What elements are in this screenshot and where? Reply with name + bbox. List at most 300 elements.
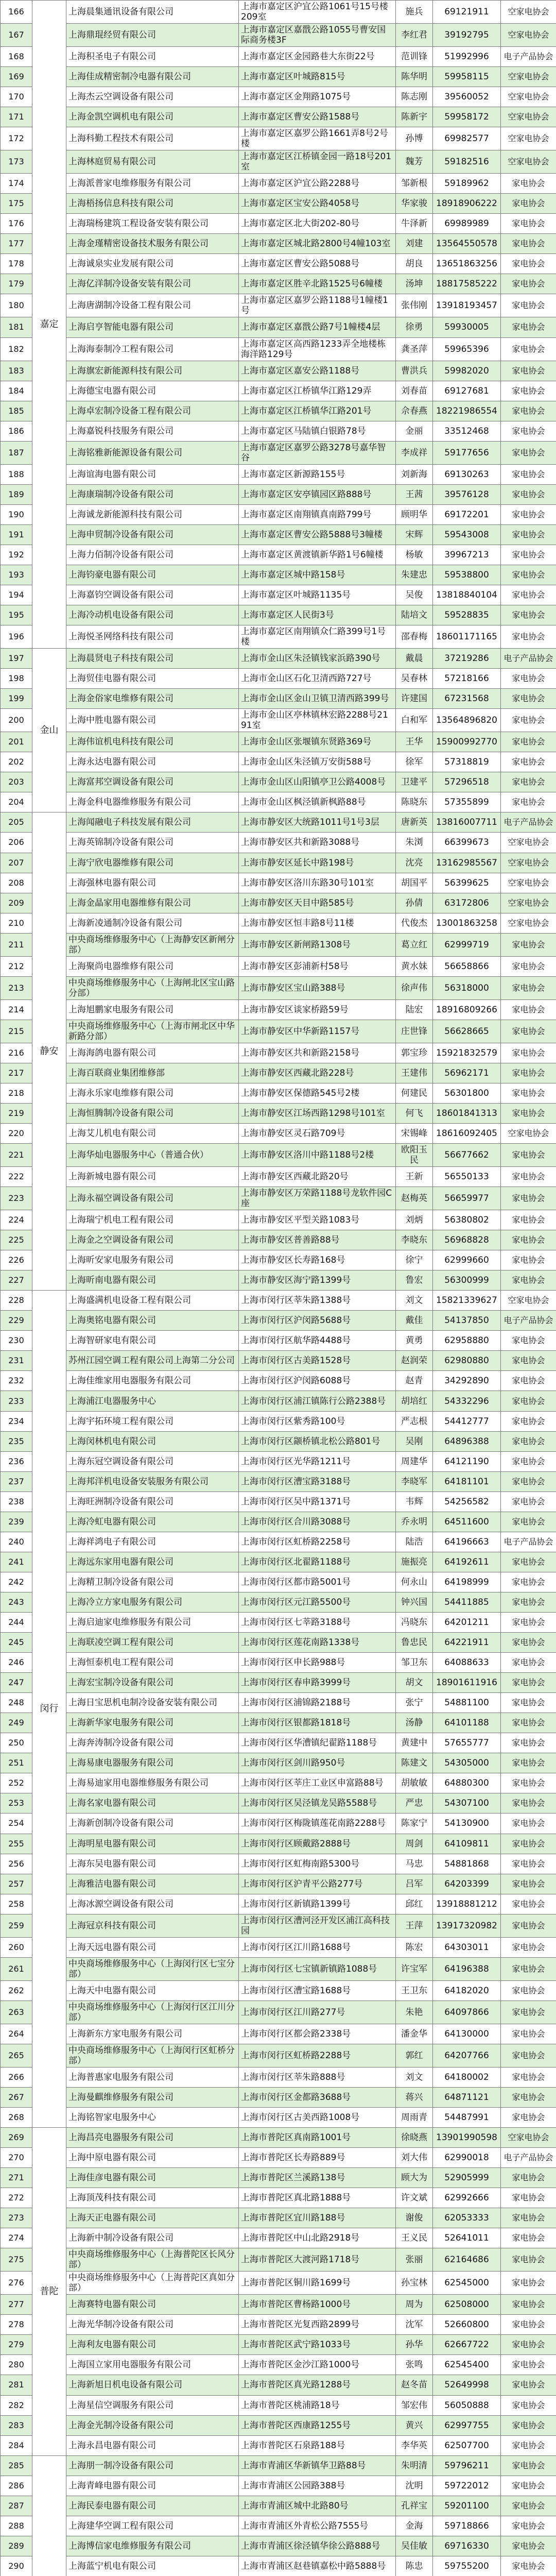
table-row bbox=[1, 361, 556, 381]
association-cell: 家电协会 bbox=[501, 1331, 556, 1351]
contact-person-cell: 严忠 bbox=[396, 1793, 433, 1814]
contact-person-cell: 李晓东 bbox=[396, 1230, 433, 1250]
contact-person-cell: 朱浏 bbox=[396, 833, 433, 853]
phone-cell: 56301800 bbox=[433, 1083, 501, 1103]
phone-cell: 18601171165 bbox=[433, 625, 501, 649]
contact-person-cell: 佘春燕 bbox=[396, 401, 433, 421]
company-name-cell: 上海星信空调服务有限公司 bbox=[66, 2395, 239, 2415]
phone-cell: 18918906222 bbox=[433, 194, 501, 214]
address-cell: 上海市嘉定区嘉罗公路3278号嘉华智谷 bbox=[239, 441, 396, 464]
table-row bbox=[1, 2272, 556, 2295]
table-row bbox=[1, 2355, 556, 2375]
phone-cell: 63172806 bbox=[433, 893, 501, 913]
address-cell: 上海市嘉定区人民街3号 bbox=[239, 605, 396, 625]
row-number-cell: 191 bbox=[1, 524, 32, 545]
association-cell: 家电协会 bbox=[501, 1957, 556, 1980]
association-cell: 家电协会 bbox=[501, 2435, 556, 2455]
address-cell: 上海市金山区金山卫镇卫清西路399号 bbox=[239, 689, 396, 709]
row-number-cell: 257 bbox=[1, 1874, 32, 1894]
row-number-cell: 228 bbox=[1, 1291, 32, 1311]
association-cell: 家电协会 bbox=[501, 2208, 556, 2228]
address-cell: 上海市闵行区顾戴路2888号 bbox=[239, 1834, 396, 1854]
contact-person-cell: 乔永明 bbox=[396, 1512, 433, 1532]
association-cell: 空家电协会 bbox=[501, 107, 556, 127]
table-row bbox=[1, 833, 556, 853]
phone-cell: 56399625 bbox=[433, 873, 501, 893]
association-cell: 电子产品协会 bbox=[501, 812, 556, 833]
company-name-cell: 上海冷立方家电服务有限公司 bbox=[66, 1592, 239, 1612]
address-cell: 上海市静安区中华新路1157号 bbox=[239, 1020, 396, 1043]
contact-person-cell: 曹洪兵 bbox=[396, 361, 433, 381]
company-name-cell: 上海普惠家电服务有限公司 bbox=[66, 2067, 239, 2087]
district-cell: 普陀 bbox=[32, 2127, 66, 2455]
phone-cell: 13651863256 bbox=[433, 254, 501, 274]
address-cell: 上海市闵行区颛桥镇北松公路801号 bbox=[239, 1431, 396, 1451]
table-row bbox=[1, 585, 556, 605]
phone-cell: 59543008 bbox=[433, 524, 501, 545]
association-cell: 家电协会 bbox=[501, 1492, 556, 1512]
association-cell: 家电协会 bbox=[501, 2188, 556, 2208]
contact-person-cell: 陈建文 bbox=[396, 1753, 433, 1773]
table-row bbox=[1, 1914, 556, 1937]
association-cell: 家电协会 bbox=[501, 2228, 556, 2248]
address-cell: 上海市嘉定区黄渡镇新华路1号6幢楼 bbox=[239, 545, 396, 565]
address-cell: 上海市静安区恒丰路8号11楼 bbox=[239, 913, 396, 933]
table-row bbox=[1, 1613, 556, 1633]
table-row bbox=[1, 1431, 556, 1451]
association-cell: 空家电协会 bbox=[501, 24, 556, 47]
company-name-cell: 上海林庭贸易有限公司 bbox=[66, 150, 239, 174]
association-cell: 家电协会 bbox=[501, 2335, 556, 2355]
contact-person-cell: 吴俊 bbox=[396, 585, 433, 605]
row-number-cell: 268 bbox=[1, 2107, 32, 2127]
association-cell: 家电协会 bbox=[501, 976, 556, 999]
address-cell: 上海市闵行区元江路5500号 bbox=[239, 1592, 396, 1612]
table-row bbox=[1, 1020, 556, 1043]
association-cell: 家电协会 bbox=[501, 2107, 556, 2127]
association-cell: 空家电协会 bbox=[501, 873, 556, 893]
row-number-cell: 171 bbox=[1, 107, 32, 127]
table-row bbox=[1, 976, 556, 999]
company-name-cell: 上海启迪家电维修服务有限公司 bbox=[66, 1613, 239, 1633]
table-row bbox=[1, 294, 556, 317]
association-cell: 家电协会 bbox=[501, 2044, 556, 2067]
district-cell: 闵行 bbox=[32, 1291, 66, 2128]
district-cell: 嘉定 bbox=[32, 1, 66, 649]
address-cell: 上海市闵行区金都路3688号 bbox=[239, 2087, 396, 2107]
table-row bbox=[1, 689, 556, 709]
row-number-cell: 217 bbox=[1, 1063, 32, 1083]
row-number-cell: 192 bbox=[1, 545, 32, 565]
row-number-cell: 267 bbox=[1, 2087, 32, 2107]
phone-cell: 59177656 bbox=[433, 441, 501, 464]
row-number-cell: 210 bbox=[1, 913, 32, 933]
association-cell: 家电协会 bbox=[501, 565, 556, 585]
company-name-cell: 上海佳成精密制冷电器有限公司 bbox=[66, 67, 239, 87]
row-number-cell: 181 bbox=[1, 317, 32, 337]
phone-cell: 56050888 bbox=[433, 2395, 501, 2415]
company-name-cell: 上海佳维家用电器服务有限公司 bbox=[66, 1371, 239, 1391]
phone-cell: 64221911 bbox=[433, 1633, 501, 1653]
address-cell: 上海市静安区平型关路1083号 bbox=[239, 1210, 396, 1230]
address-cell: 上海市闵行区都会路2338号 bbox=[239, 2024, 396, 2044]
table-row bbox=[1, 87, 556, 107]
table-row bbox=[1, 1874, 556, 1894]
association-cell: 家电协会 bbox=[501, 194, 556, 214]
phone-cell: 59982020 bbox=[433, 361, 501, 381]
company-name-cell: 上海冷动机电设备有限公司 bbox=[66, 605, 239, 625]
phone-cell: 56628665 bbox=[433, 1020, 501, 1043]
row-number-cell: 256 bbox=[1, 1854, 32, 1874]
company-name-cell: 上海闻融电子科技发展有限公司 bbox=[66, 812, 239, 833]
row-number-cell: 237 bbox=[1, 1471, 32, 1492]
company-name-cell: 上海力佰制冷设备有限公司 bbox=[66, 545, 239, 565]
company-name-cell: 上海天正电器有限公司 bbox=[66, 2208, 239, 2228]
row-number-cell: 197 bbox=[1, 649, 32, 669]
phone-cell: 64180002 bbox=[433, 2067, 501, 2087]
row-number-cell: 261 bbox=[1, 1957, 32, 1980]
phone-cell: 69121911 bbox=[433, 1, 501, 24]
contact-person-cell: 蒋兴 bbox=[396, 2087, 433, 2107]
phone-cell: 64303011 bbox=[433, 1937, 501, 1957]
phone-cell: 39192795 bbox=[433, 24, 501, 47]
company-name-cell: 上海金瑾精密设备技术服务有限公司 bbox=[66, 234, 239, 254]
row-number-cell: 216 bbox=[1, 1043, 32, 1063]
table-row bbox=[1, 2536, 556, 2556]
contact-person-cell: 陈晓东 bbox=[396, 792, 433, 812]
table-row bbox=[1, 625, 556, 649]
table-row bbox=[1, 2556, 556, 2576]
company-name-cell: 上海中原电器有限公司 bbox=[66, 2148, 239, 2168]
address-cell: 上海市闵行区七宝镇新镇路1088号 bbox=[239, 1957, 396, 1980]
company-name-cell: 上海博信家电维修服务有限公司 bbox=[66, 2536, 239, 2556]
company-name-cell: 上海金晶家用电器维修有限公司 bbox=[66, 893, 239, 913]
table-row bbox=[1, 2087, 556, 2107]
table-row bbox=[1, 254, 556, 274]
table-row bbox=[1, 1187, 556, 1210]
table-row bbox=[1, 1633, 556, 1653]
table-row bbox=[1, 752, 556, 772]
address-cell: 上海市闵行区北翟路1188号 bbox=[239, 1552, 396, 1572]
address-cell: 上海市闵行区虹梅南路5300号 bbox=[239, 1854, 396, 1874]
association-cell: 家电协会 bbox=[501, 1773, 556, 1793]
phone-cell: 62053333 bbox=[433, 2208, 501, 2228]
phone-cell: 64192611 bbox=[433, 1552, 501, 1572]
row-number-cell: 250 bbox=[1, 1733, 32, 1753]
address-cell: 上海市闵行区莲花南路1338号 bbox=[239, 1633, 396, 1653]
company-name-cell: 上海钧豪电器有限公司 bbox=[66, 565, 239, 585]
contact-person-cell: 邱红 bbox=[396, 1894, 433, 1914]
phone-cell: 13001863258 bbox=[433, 913, 501, 933]
company-name-cell: 上海金俗家电维修有限公司 bbox=[66, 689, 239, 709]
address-cell: 上海市闵行区华漕镇纪翟路1188号 bbox=[239, 1733, 396, 1753]
phone-cell: 64088633 bbox=[433, 1653, 501, 1673]
address-cell: 上海市闵行区莘朱路888号 bbox=[239, 2067, 396, 2087]
company-name-cell: 上海谊海电器有限公司 bbox=[66, 464, 239, 484]
address-cell: 上海市闵行区春申路3999号 bbox=[239, 1673, 396, 1693]
company-name-cell: 上海瑞宁机电工程有限公司 bbox=[66, 1210, 239, 1230]
association-cell: 家电协会 bbox=[501, 1653, 556, 1673]
phone-cell: 57355899 bbox=[433, 792, 501, 812]
address-cell: 上海市闵行区江川路277号 bbox=[239, 2001, 396, 2024]
company-name-cell: 上海永达电器有限公司 bbox=[66, 752, 239, 772]
row-number-cell: 262 bbox=[1, 1980, 32, 2001]
company-name-cell: 上海杰云空调设备有限公司 bbox=[66, 87, 239, 107]
address-cell: 上海市普陀区武宁路1033号 bbox=[239, 2335, 396, 2355]
address-cell: 上海市闵行区银都路1818号 bbox=[239, 1713, 396, 1733]
contact-person-cell: 许建国 bbox=[396, 689, 433, 709]
company-name-cell: 上海曼麒维修服务有限公司 bbox=[66, 2087, 239, 2107]
row-number-cell: 289 bbox=[1, 2536, 32, 2556]
address-cell: 上海市普陀区西康路1255号 bbox=[239, 2415, 396, 2435]
association-cell: 家电协会 bbox=[501, 545, 556, 565]
phone-cell: 67231568 bbox=[433, 689, 501, 709]
row-number-cell: 273 bbox=[1, 2208, 32, 2228]
company-name-cell: 上海永乐家电维修有限公司 bbox=[66, 1083, 239, 1103]
association-cell: 家电协会 bbox=[501, 1230, 556, 1250]
association-cell: 家电协会 bbox=[501, 999, 556, 1020]
contact-person-cell: 许宝军 bbox=[396, 1957, 433, 1980]
table-row bbox=[1, 1371, 556, 1391]
row-number-cell: 199 bbox=[1, 689, 32, 709]
company-name-cell: 上海闵林机电有限公司 bbox=[66, 1431, 239, 1451]
company-name-cell: 上海新凌通制冷设备有限公司 bbox=[66, 913, 239, 933]
phone-cell: 64097866 bbox=[433, 2001, 501, 2024]
row-number-cell: 270 bbox=[1, 2148, 32, 2168]
row-number-cell: 287 bbox=[1, 2496, 32, 2516]
table-row bbox=[1, 2375, 556, 2395]
row-number-cell: 219 bbox=[1, 1103, 32, 1123]
contact-person-cell: 宋锡峰 bbox=[396, 1123, 433, 1143]
table-row bbox=[1, 669, 556, 689]
contact-person-cell: 周剑 bbox=[396, 1834, 433, 1854]
row-number-cell: 196 bbox=[1, 625, 32, 649]
row-number-cell: 285 bbox=[1, 2455, 32, 2476]
address-cell: 上海市静安区西藏北路228号 bbox=[239, 1063, 396, 1083]
address-cell: 上海市闵行区莘庄工业区申富路88号 bbox=[239, 1773, 396, 1793]
company-name-cell: 上海昌亮电器服务有限公司 bbox=[66, 2127, 239, 2147]
row-number-cell: 184 bbox=[1, 381, 32, 401]
table-row bbox=[1, 174, 556, 194]
company-name-cell: 上海康瑞制冷设备有限公司 bbox=[66, 484, 239, 504]
address-cell: 上海市嘉定区高西路1233弄全地楼栋海洋路129号 bbox=[239, 337, 396, 361]
contact-person-cell: 徐宁 bbox=[396, 1250, 433, 1270]
contact-person-cell: 黄兴 bbox=[396, 2415, 433, 2435]
address-cell: 上海市嘉定区嘉戬公路7号1幢楼4层 bbox=[239, 317, 396, 337]
table-row bbox=[1, 1532, 556, 1552]
table-row bbox=[1, 933, 556, 956]
contact-person-cell: 赵润荣 bbox=[396, 1351, 433, 1371]
association-cell: 家电协会 bbox=[501, 1043, 556, 1063]
company-name-cell: 上海昕南电器有限公司 bbox=[66, 1270, 239, 1291]
company-name-cell: 上海积圣电子有限公司 bbox=[66, 47, 239, 67]
row-number-cell: 215 bbox=[1, 1020, 32, 1043]
phone-cell: 69716330 bbox=[433, 2536, 501, 2556]
association-cell: 空家电协会 bbox=[501, 913, 556, 933]
company-name-cell: 中央商场维修服务中心（上海市闸北区中华新路分部） bbox=[66, 1020, 239, 1043]
row-number-cell: 259 bbox=[1, 1914, 32, 1937]
row-number-cell: 231 bbox=[1, 1351, 32, 1371]
table-row bbox=[1, 1351, 556, 1371]
table-row bbox=[1, 2476, 556, 2496]
address-cell: 上海市闵行区航华路4488号 bbox=[239, 1331, 396, 1351]
contact-person-cell: 刘文 bbox=[396, 2067, 433, 2087]
row-number-cell: 283 bbox=[1, 2415, 32, 2435]
phone-cell: 15900992770 bbox=[433, 732, 501, 752]
address-cell: 上海市闵行区七莘路3188号 bbox=[239, 1613, 396, 1633]
address-cell: 上海市静安区谈家桥路59号 bbox=[239, 999, 396, 1020]
row-number-cell: 276 bbox=[1, 2272, 32, 2295]
company-name-cell: 上海艾儿机电有限公司 bbox=[66, 1123, 239, 1143]
phone-cell: 54256582 bbox=[433, 1492, 501, 1512]
association-cell: 家电协会 bbox=[501, 1471, 556, 1492]
phone-cell: 33512468 bbox=[433, 421, 501, 441]
contact-person-cell: 陈志刚 bbox=[396, 87, 433, 107]
contact-person-cell: 戴晨 bbox=[396, 649, 433, 669]
association-cell: 家电协会 bbox=[501, 1512, 556, 1532]
address-cell: 上海市静安区保德路545号2楼 bbox=[239, 1083, 396, 1103]
company-name-cell: 上海申贸制冷设备有限公司 bbox=[66, 524, 239, 545]
association-cell: 家电协会 bbox=[501, 2536, 556, 2556]
phone-cell: 64880300 bbox=[433, 1773, 501, 1793]
address-cell: 上海市静安区西藏北路20号 bbox=[239, 1167, 396, 1187]
company-name-cell: 上海永福空调设备有限公司 bbox=[66, 1187, 239, 1210]
association-cell: 家电协会 bbox=[501, 2415, 556, 2435]
association-cell: 家电协会 bbox=[501, 1753, 556, 1773]
row-number-cell: 207 bbox=[1, 853, 32, 873]
association-cell: 空家电协会 bbox=[501, 67, 556, 87]
address-cell: 上海市嘉定区金园路巷大东街22号 bbox=[239, 47, 396, 67]
company-name-cell: 上海建华空调工程有限公司 bbox=[66, 2516, 239, 2536]
district-cell: 静安 bbox=[32, 812, 66, 1291]
address-cell: 上海市静安区宝山路388号 bbox=[239, 976, 396, 999]
association-cell: 家电协会 bbox=[501, 1103, 556, 1123]
contact-person-cell: 赵青 bbox=[396, 1371, 433, 1391]
row-number-cell: 185 bbox=[1, 401, 32, 421]
contact-person-cell: 吕军 bbox=[396, 1874, 433, 1894]
table-row bbox=[1, 24, 556, 47]
phone-cell: 56962171 bbox=[433, 1063, 501, 1083]
row-number-cell: 208 bbox=[1, 873, 32, 893]
address-cell: 上海市闵行区都市路5001号 bbox=[239, 1572, 396, 1592]
table-row bbox=[1, 234, 556, 254]
contact-person-cell: 鲁忠民 bbox=[396, 1633, 433, 1653]
company-name-cell: 上海蓝宁机电有限公司 bbox=[66, 2556, 239, 2576]
association-cell: 空家电协会 bbox=[501, 893, 556, 913]
table-row bbox=[1, 812, 556, 833]
phone-cell: 64896388 bbox=[433, 1431, 501, 1451]
company-name-cell: 上海亿洋制冷设备安装有限公司 bbox=[66, 274, 239, 294]
table-row bbox=[1, 2148, 556, 2168]
table-row bbox=[1, 401, 556, 421]
association-cell: 家电协会 bbox=[501, 2496, 556, 2516]
association-cell: 家电协会 bbox=[501, 337, 556, 361]
association-cell: 家电协会 bbox=[501, 1451, 556, 1471]
address-cell: 上海市闵行区古美路1528号 bbox=[239, 1351, 396, 1371]
table-row bbox=[1, 464, 556, 484]
association-cell: 家电协会 bbox=[501, 1834, 556, 1854]
table-row bbox=[1, 565, 556, 585]
association-cell: 家电协会 bbox=[501, 956, 556, 976]
row-number-cell: 235 bbox=[1, 1431, 32, 1451]
table-row bbox=[1, 2295, 556, 2315]
association-cell: 家电协会 bbox=[501, 2067, 556, 2087]
association-cell: 家电协会 bbox=[501, 585, 556, 605]
company-name-cell: 上海利友电器有限公司 bbox=[66, 2335, 239, 2355]
company-name-cell: 上海鼎琨经贸有限公司 bbox=[66, 24, 239, 47]
phone-cell: 39576128 bbox=[433, 484, 501, 504]
association-cell: 家电协会 bbox=[501, 1167, 556, 1187]
phone-cell: 18601841313 bbox=[433, 1103, 501, 1123]
phone-cell: 59182516 bbox=[433, 150, 501, 174]
contact-person-cell: 邹新根 bbox=[396, 174, 433, 194]
company-name-cell: 上海祥鸿电子有限公司 bbox=[66, 1532, 239, 1552]
contact-person-cell: 吴佳敏 bbox=[396, 2536, 433, 2556]
phone-cell: 56550133 bbox=[433, 1167, 501, 1187]
contact-person-cell: 王新 bbox=[396, 1167, 433, 1187]
address-cell: 上海市青浦区城中北路80号 bbox=[239, 2496, 396, 2516]
phone-cell: 59538800 bbox=[433, 565, 501, 585]
contact-person-cell: 刘春苗 bbox=[396, 381, 433, 401]
association-cell: 家电协会 bbox=[501, 174, 556, 194]
company-name-cell: 上海青峰电器有限公司 bbox=[66, 2476, 239, 2496]
contact-person-cell: 谢俊 bbox=[396, 2208, 433, 2228]
address-cell: 上海市闵行区浦锦路2188号 bbox=[239, 1693, 396, 1713]
table-row bbox=[1, 2335, 556, 2355]
phone-cell: 64181101 bbox=[433, 1471, 501, 1492]
company-name-cell: 上海金科电器维修服务有限公司 bbox=[66, 792, 239, 812]
address-cell: 上海市嘉定区曹安公路5088号 bbox=[239, 254, 396, 274]
contact-person-cell: 唐新英 bbox=[396, 812, 433, 833]
table-row bbox=[1, 2067, 556, 2087]
company-name-cell: 上海金之空调设备有限公司 bbox=[66, 1230, 239, 1250]
contact-person-cell: 牛泽新 bbox=[396, 214, 433, 234]
row-number-cell: 229 bbox=[1, 1311, 32, 1331]
association-cell: 家电协会 bbox=[501, 2455, 556, 2476]
company-name-cell: 上海瑞杨建筑工程设备安装有限公司 bbox=[66, 214, 239, 234]
contact-person-cell: 胡文 bbox=[396, 1673, 433, 1693]
phone-cell: 57296518 bbox=[433, 772, 501, 792]
association-cell: 家电协会 bbox=[501, 689, 556, 709]
company-name-cell: 上海精卫制冷设备有限公司 bbox=[66, 1572, 239, 1592]
contact-person-cell: 沈亮 bbox=[396, 853, 433, 873]
contact-person-cell: 陈华明 bbox=[396, 67, 433, 87]
row-number-cell: 280 bbox=[1, 2355, 32, 2375]
contact-person-cell: 徐声伟 bbox=[396, 976, 433, 999]
table-row bbox=[1, 127, 556, 150]
association-cell: 家电协会 bbox=[501, 254, 556, 274]
company-name-cell: 上海永昌电器有限公司 bbox=[66, 2435, 239, 2455]
phone-cell: 69982577 bbox=[433, 127, 501, 150]
contact-person-cell: 周为 bbox=[396, 2295, 433, 2315]
table-row bbox=[1, 1572, 556, 1592]
address-cell: 上海市静安区洛川东路30号101室 bbox=[239, 873, 396, 893]
address-cell: 上海市静安区普善路88号 bbox=[239, 1230, 396, 1250]
company-name-cell: 上海旭鹏家电服务有限公司 bbox=[66, 999, 239, 1020]
row-number-cell: 281 bbox=[1, 2375, 32, 2395]
contact-person-cell: 沈军 bbox=[396, 2315, 433, 2335]
contact-person-cell: 邹宏伟 bbox=[396, 2395, 433, 2415]
association-cell: 家电协会 bbox=[501, 2295, 556, 2315]
association-cell: 家电协会 bbox=[501, 1144, 556, 1167]
company-name-cell: 上海铭智家电服务中心 bbox=[66, 2107, 239, 2127]
contact-person-cell: 陆宏 bbox=[396, 999, 433, 1020]
table-row bbox=[1, 1270, 556, 1291]
company-name-cell: 上海邦洋机电设备安装服务有限公司 bbox=[66, 1471, 239, 1492]
company-name-cell: 中央商场维修服务中心（上海闸北区宝山路分部） bbox=[66, 976, 239, 999]
table-row bbox=[1, 853, 556, 873]
address-cell: 上海市静安区灵石路709号 bbox=[239, 1123, 396, 1143]
